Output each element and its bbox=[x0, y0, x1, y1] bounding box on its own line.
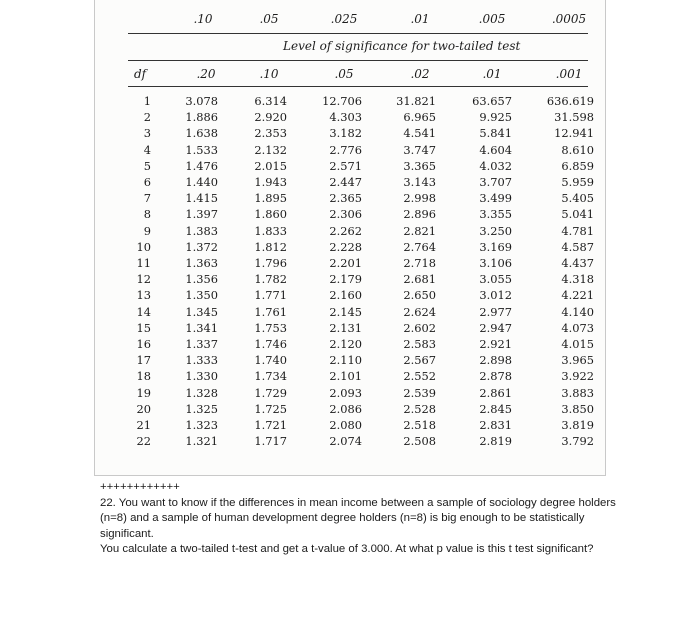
critical-value: 12.706 bbox=[322, 94, 362, 108]
critical-value: 2.898 bbox=[479, 353, 512, 368]
critical-value: 2.086 bbox=[329, 401, 362, 416]
df-value: 5 bbox=[143, 158, 151, 173]
critical-value: 2.353 bbox=[254, 126, 287, 141]
critical-value: 3.182 bbox=[329, 126, 362, 141]
critical-value: 2.821 bbox=[403, 223, 436, 238]
critical-value: 3.250 bbox=[479, 223, 512, 238]
critical-value: 1.323 bbox=[185, 418, 218, 432]
critical-value: 2.120 bbox=[329, 337, 362, 351]
critical-value: 2.262 bbox=[329, 223, 362, 238]
critical-value: 1.725 bbox=[254, 401, 287, 416]
critical-value: 1.833 bbox=[254, 223, 287, 238]
critical-value: 3.883 bbox=[561, 385, 594, 400]
critical-value: 3.965 bbox=[561, 353, 594, 368]
df-value: 7 bbox=[143, 191, 151, 206]
critical-value: 3.169 bbox=[479, 239, 512, 254]
critical-value: 1.337 bbox=[185, 337, 218, 351]
one-tailed-level-5: .005 bbox=[478, 12, 506, 26]
critical-value: 2.015 bbox=[254, 158, 287, 173]
critical-value: 2.878 bbox=[479, 369, 512, 384]
critical-value: 2.718 bbox=[403, 256, 436, 270]
df-column-label: df bbox=[134, 67, 147, 81]
critical-value: 2.845 bbox=[479, 401, 512, 416]
df-value: 14 bbox=[136, 304, 151, 319]
critical-value: 1.729 bbox=[254, 385, 287, 400]
critical-value: 1.415 bbox=[185, 191, 218, 206]
critical-value: 3.078 bbox=[185, 94, 218, 108]
critical-value: 63.657 bbox=[472, 94, 512, 108]
df-value: 20 bbox=[136, 401, 151, 416]
critical-value: 2.145 bbox=[329, 304, 362, 319]
critical-value: 2.947 bbox=[479, 320, 512, 335]
critical-value: 4.140 bbox=[561, 304, 594, 319]
critical-value: 1.356 bbox=[185, 272, 218, 287]
df-value: 10 bbox=[136, 239, 151, 254]
critical-value: 1.397 bbox=[185, 207, 218, 222]
critical-value: 2.110 bbox=[329, 353, 362, 368]
critical-value: 2.567 bbox=[403, 353, 436, 368]
critical-value: 2.131 bbox=[329, 320, 362, 335]
critical-value: 4.437 bbox=[561, 256, 594, 270]
critical-value: 5.405 bbox=[561, 191, 594, 206]
df-value: 22 bbox=[136, 434, 151, 449]
critical-value: 2.228 bbox=[329, 239, 362, 254]
critical-value: 2.681 bbox=[403, 272, 436, 287]
critical-value: 2.539 bbox=[403, 385, 436, 400]
critical-value: 3.707 bbox=[479, 175, 512, 189]
critical-value: 1.440 bbox=[185, 175, 218, 189]
critical-value: 3.499 bbox=[479, 191, 512, 206]
df-value: 17 bbox=[136, 353, 151, 368]
question-text: 22. You want to know if the differences in mean income between a sample of sociology degree holders (n=8) and a sample of human development degree holders (n=8) is big enough to be statistically significant. bbox=[100, 496, 616, 540]
critical-value: 4.604 bbox=[479, 142, 512, 157]
question-followup: You calculate a two-tailed t-test and get a t-value of 3.000. At what p value is this t test significant? bbox=[100, 543, 594, 555]
critical-value: 2.179 bbox=[329, 272, 362, 287]
critical-value: 3.850 bbox=[561, 401, 594, 416]
critical-value: 12.941 bbox=[554, 126, 594, 141]
critical-value: 2.921 bbox=[479, 337, 512, 351]
two-tailed-level-6: .001 bbox=[555, 67, 583, 81]
critical-value: 4.032 bbox=[479, 158, 512, 173]
critical-value: 2.093 bbox=[329, 385, 362, 400]
critical-value: 2.920 bbox=[254, 110, 287, 125]
critical-value: 2.508 bbox=[403, 434, 436, 449]
critical-value: 3.355 bbox=[479, 207, 512, 222]
critical-value: 2.132 bbox=[254, 142, 287, 157]
critical-value: 1.372 bbox=[185, 239, 218, 254]
one-tailed-level-2: .05 bbox=[259, 12, 279, 26]
df-value: 2 bbox=[143, 110, 151, 125]
critical-value: 4.541 bbox=[403, 126, 436, 141]
critical-value: 1.943 bbox=[254, 175, 287, 189]
critical-value: 2.998 bbox=[403, 191, 436, 206]
df-value: 11 bbox=[136, 256, 151, 270]
critical-value: 1.895 bbox=[254, 191, 287, 206]
critical-value: 1.330 bbox=[185, 369, 218, 384]
df-value: 19 bbox=[136, 385, 151, 400]
critical-value: 4.318 bbox=[561, 272, 594, 287]
critical-value: 1.782 bbox=[254, 272, 287, 287]
critical-value: 4.303 bbox=[329, 110, 362, 125]
question-block bbox=[100, 480, 620, 558]
critical-value: 3.747 bbox=[403, 142, 436, 157]
one-tailed-level-4: .01 bbox=[410, 12, 430, 26]
df-value: 8 bbox=[143, 207, 151, 222]
one-tailed-level-1: .10 bbox=[193, 12, 213, 26]
critical-value: 4.073 bbox=[561, 320, 594, 335]
critical-value: 2.861 bbox=[479, 385, 512, 400]
two-tailed-caption: Level of significance for two-tailed test bbox=[283, 39, 521, 53]
critical-value: 636.619 bbox=[546, 94, 594, 108]
critical-value: 1.341 bbox=[185, 320, 218, 335]
critical-value: 1.812 bbox=[254, 239, 287, 254]
critical-value: 2.977 bbox=[479, 304, 512, 319]
critical-value: 1.721 bbox=[254, 418, 287, 432]
critical-value: 1.740 bbox=[254, 353, 287, 368]
two-tailed-level-5: .01 bbox=[482, 67, 502, 81]
critical-value: 2.571 bbox=[329, 158, 362, 173]
critical-value: 1.363 bbox=[185, 256, 218, 270]
critical-value: 4.015 bbox=[561, 337, 594, 351]
critical-value: 1.761 bbox=[254, 304, 287, 319]
df-value: 13 bbox=[136, 288, 151, 303]
critical-value: 1.860 bbox=[254, 207, 287, 222]
critical-value: 1.533 bbox=[185, 142, 218, 157]
critical-value: 2.552 bbox=[403, 369, 436, 384]
critical-value: 1.325 bbox=[185, 401, 218, 416]
two-tailed-level-2: .10 bbox=[259, 67, 279, 81]
critical-value: 3.106 bbox=[479, 256, 512, 270]
critical-value: 1.321 bbox=[185, 434, 218, 449]
question-separator: ++++++++++++ bbox=[100, 481, 180, 493]
critical-value: 2.365 bbox=[329, 191, 362, 206]
critical-value: 9.925 bbox=[479, 110, 512, 125]
critical-value: 6.314 bbox=[254, 94, 287, 108]
critical-value: 6.859 bbox=[561, 158, 594, 173]
critical-value: 5.959 bbox=[561, 175, 594, 189]
critical-value: 2.447 bbox=[329, 175, 362, 189]
critical-value: 4.221 bbox=[561, 288, 594, 303]
df-value: 12 bbox=[136, 272, 151, 287]
critical-value: 2.764 bbox=[403, 239, 436, 254]
critical-value: 2.624 bbox=[403, 304, 436, 319]
critical-value: 3.819 bbox=[561, 418, 594, 432]
one-tailed-level-6: .0005 bbox=[551, 12, 587, 26]
df-value: 1 bbox=[143, 94, 151, 108]
df-value: 21 bbox=[136, 418, 151, 432]
critical-value: 2.583 bbox=[403, 337, 436, 351]
critical-value: 2.650 bbox=[403, 288, 436, 303]
critical-value: 1.476 bbox=[185, 158, 218, 173]
critical-value: 1.886 bbox=[185, 110, 218, 125]
critical-value: 2.518 bbox=[403, 418, 436, 432]
critical-value: 1.717 bbox=[254, 434, 287, 449]
critical-value: 3.922 bbox=[561, 369, 594, 384]
critical-value: 3.055 bbox=[479, 272, 512, 287]
df-value: 4 bbox=[143, 142, 151, 157]
critical-value: 8.610 bbox=[561, 142, 594, 157]
critical-value: 1.753 bbox=[254, 320, 287, 335]
critical-value: 2.896 bbox=[403, 207, 436, 222]
critical-value: 3.012 bbox=[479, 288, 512, 303]
critical-value: 2.101 bbox=[329, 369, 362, 384]
critical-value: 5.841 bbox=[479, 126, 512, 141]
critical-value: 31.821 bbox=[396, 94, 436, 108]
critical-value: 2.160 bbox=[329, 288, 362, 303]
critical-value: 1.746 bbox=[254, 337, 287, 351]
critical-value: 2.776 bbox=[329, 142, 362, 157]
critical-value: 31.598 bbox=[554, 110, 594, 125]
critical-value: 3.792 bbox=[561, 434, 594, 449]
critical-value: 3.143 bbox=[403, 175, 436, 189]
critical-value: 3.365 bbox=[403, 158, 436, 173]
critical-value: 2.080 bbox=[329, 418, 362, 432]
df-value: 9 bbox=[143, 223, 151, 238]
one-tailed-level-3: .025 bbox=[330, 12, 358, 26]
critical-value: 2.201 bbox=[329, 256, 362, 270]
critical-value: 2.074 bbox=[329, 434, 362, 449]
critical-value: 2.819 bbox=[479, 434, 512, 449]
critical-value: 5.041 bbox=[561, 207, 594, 222]
critical-value: 2.831 bbox=[479, 418, 512, 432]
critical-value: 4.587 bbox=[561, 239, 594, 254]
two-tailed-level-4: .02 bbox=[410, 67, 430, 81]
df-value: 15 bbox=[136, 320, 151, 335]
critical-value: 1.771 bbox=[254, 288, 287, 303]
critical-value: 1.345 bbox=[185, 304, 218, 319]
critical-value: 1.333 bbox=[185, 353, 218, 368]
two-tailed-level-1: .20 bbox=[196, 67, 216, 81]
critical-value: 6.965 bbox=[403, 110, 436, 125]
critical-value: 1.638 bbox=[185, 126, 218, 141]
critical-value: 2.528 bbox=[403, 401, 436, 416]
critical-value: 1.328 bbox=[185, 385, 218, 400]
df-value: 3 bbox=[143, 126, 151, 141]
critical-value: 2.602 bbox=[403, 320, 436, 335]
df-value: 18 bbox=[136, 369, 151, 384]
header-rule-top bbox=[128, 33, 588, 34]
df-value: 6 bbox=[143, 175, 151, 189]
header-rule-middle bbox=[128, 60, 588, 61]
two-tailed-level-3: .05 bbox=[334, 67, 354, 81]
critical-value: 1.796 bbox=[254, 256, 287, 270]
critical-value: 4.781 bbox=[561, 223, 594, 238]
critical-value: 1.734 bbox=[254, 369, 287, 384]
df-value: 16 bbox=[136, 337, 151, 351]
header-rule-bottom bbox=[128, 86, 588, 87]
critical-value: 2.306 bbox=[329, 207, 362, 222]
critical-value: 1.350 bbox=[185, 288, 218, 303]
critical-value: 1.383 bbox=[185, 223, 218, 238]
